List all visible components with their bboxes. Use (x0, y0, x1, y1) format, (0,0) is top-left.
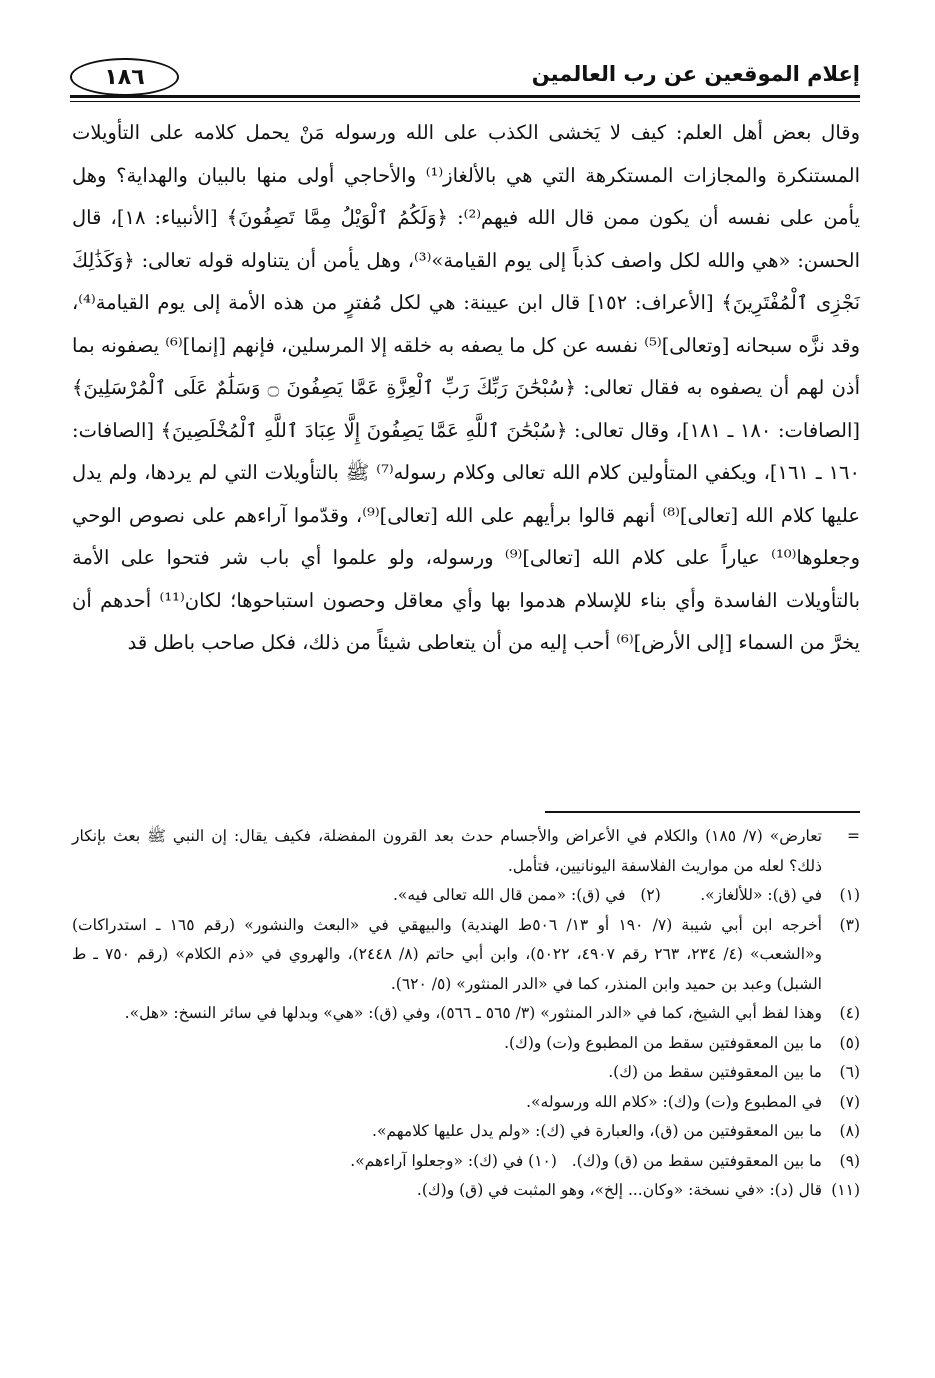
footnote-11 (72, 1176, 860, 1206)
footnote-text: ما بين المعقوفتين سقط من (ق) و(ك). (١٠) في (ك): «وجعلوا آراءهم». (350, 1151, 822, 1170)
footnote-mark: (٣) (839, 915, 860, 934)
main-text-block (72, 112, 860, 665)
footnote-text: ما بين المعقوفتين سقط من (ك). (608, 1063, 822, 1081)
running-title: إعلام الموقعين عن رب العالمين (531, 62, 860, 86)
footnote-text: وهذا لفظ أبي الشيخ، كما في «الدر المنثور» (٣/ ٥٦٥ ـ ٥٦٦)، وفي (ق): «هي» وبدلها في سائر النسخ: «هل». (124, 1004, 822, 1022)
footnote-mark: (٩) (839, 1151, 860, 1170)
footnote-text: ما بين المعقوفتين سقط من المطبوع و(ت) و(ك). (504, 1033, 822, 1052)
footnote-text: تعارض» (٧/ ١٨٥) والكلام في الأعراض والأجسام حدث بعد القرون المفضلة، فكيف يقال: إن النبي ﷺ بعث بإنكار ذلك؟ لعله من مواريث الفلاسفة اليونانيين، فتأمل. (72, 827, 822, 875)
footnote-3 (72, 911, 860, 1000)
footnote-mark: (٨) (839, 1122, 860, 1140)
page-number: ١٨٦ (70, 58, 179, 96)
footnote-6 (72, 1058, 860, 1088)
footnote-text: قال (د): «في نسخة: «وكان... إلخ»، وهو المثبت في (ق) و(ك). (416, 1181, 822, 1199)
main-paragraph: وقال بعض أهل العلم: كيف لا يَخشى الكذب على الله ورسوله مَنْ يحمل كلامه على التأويلات المستنكرة والمجازات المستكرهة التي هي بالألغاز⁽¹⁾ والأحاجي أولى منها بالبيان والهداية؟ وهل يأمن على نفسه أن يكون ممن قال الله فيهم⁽²⁾: ﴿وَلَكُمُ ٱلْوَيْلُ مِمَّا تَصِفُونَ﴾ [الأنبياء: ١٨]، قال الحسن: «هي والله لكل واصف كذباً إلى يوم القيامة»⁽³⁾، وهل يأمن أن يتناوله قوله تعالى: ﴿وَكَذَٰلِكَ نَجْزِى ٱلْمُفْتَرِينَ﴾ [الأعراف: ١٥٢] قال ابن عيينة: هي لكل مُفترٍ من هذه الأمة إلى يوم القيامة⁽⁴⁾، وقد نزَّه سبحانه [وتعالى]⁽⁵⁾ نفسه عن كل ما يصفه به خلقه إلا المرسلين، فإنهم [إنما]⁽⁶⁾ يصفونه بما أذن لهم أن يصفوه به فقال تعالى: ﴿سُبْحَٰنَ رَبِّكَ رَبِّ ٱلْعِزَّةِ عَمَّا يَصِفُونَ ۝ وَسَلَٰمٌ عَلَى ٱلْمُرْسَلِينَ﴾ [الصافات: ١٨٠ ـ ١٨١]، وقال تعالى: ﴿سُبْحَٰنَ ٱللَّهِ عَمَّا يَصِفُونَ إِلَّا عِبَادَ ٱللَّهِ ٱلْمُخْلَصِينَ﴾ [الصافات: ١٦٠ ـ ١٦١]، ويكفي المتأولين كلام الله تعالى وكلام رسوله⁽⁷⁾ ﷺ بالتأويلات التي لم يردها، ولم يدل عليها كلام الله [تعالى]⁽⁸⁾ أنهم قالوا برأيهم على الله [تعالى]⁽⁹⁾، وقدّموا آراءهم على نصوص الوحي وجعلوها⁽¹⁰⁾ عياراً على كلام الله [تعالى]⁽⁹⁾ ورسوله، ولو علموا أي باب شر فتحوا على الأمة بالتأويلات الفاسدة وأي بناء للإسلام هدموا بها وأي معاقل وحصون استباحوها؛ لكان⁽¹¹⁾ أحدهم أن يخرَّ من السماء [إلى الأرض]⁽⁶⁾ أحب إليه من أن يتعاطى شيئاً من ذلك، فكل صاحب باطل قد (72, 121, 861, 654)
header-rule-thick (70, 95, 860, 98)
footnote-mark: (٧) (839, 1092, 860, 1111)
footnote-7 (72, 1088, 860, 1118)
footnote-separator (545, 811, 860, 813)
header-rule-thin (70, 101, 860, 102)
footnote-8 (72, 1117, 860, 1147)
footnote-mark: (١) (839, 886, 860, 904)
footnote-mark: (٦) (839, 1063, 860, 1081)
footnote-9 (72, 1147, 860, 1177)
footnotes-block (72, 822, 860, 1206)
footnote-mark: (١١) (831, 1181, 860, 1199)
page-header (70, 58, 860, 102)
footnote-text: في المطبوع و(ت) و(ك): «كلام الله ورسوله». (526, 1092, 822, 1111)
footnote-text: ما بين المعقوفتين من (ق)، والعبارة في (ك): «ولم يدل عليها كلامهم». (372, 1122, 822, 1140)
footnote-text: في (ق): «للألغاز». (٢) في (ق): «ممن قال الله تعالى فيه». (392, 886, 822, 904)
footnote-mark: (٤) (839, 1004, 860, 1022)
footnote-mark: = (847, 827, 860, 845)
footnote-4 (72, 999, 860, 1029)
footnote-1 (72, 881, 860, 911)
footnote-text: أخرجه ابن أبي شيبة (٧/ ١٩٠ أو ١٣/ ٥٠٦ط الهندية) والبيهقي في «البعث والنشور» (رقم ١٦٥ ـ استدراكات) و«الشعب» (٤/ ٢٣٤، ٢٦٣ رقم ٤٩٠٧، ٥٠٢٢)، وابن أبي حاتم (٨/ ٢٤٤٨)، والهروي في «ذم الكلام» (رقم ٧٥٠ ـ ط الشبل) وعبد بن حميد وابن المنذر، كما في «الدر المنثور» (٥/ ٦٢٠). (72, 915, 822, 993)
footnote-5 (72, 1029, 860, 1059)
footnote-continuation (72, 822, 860, 881)
footnote-mark: (٥) (839, 1033, 860, 1052)
